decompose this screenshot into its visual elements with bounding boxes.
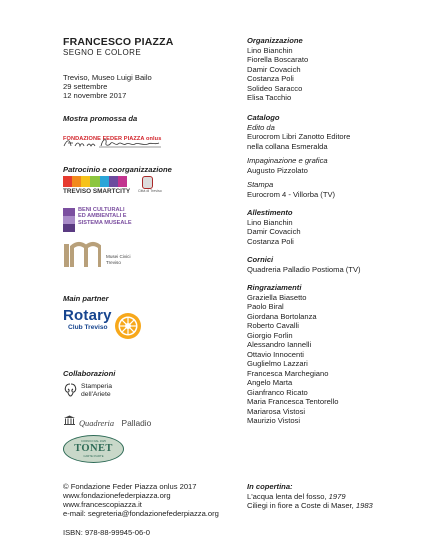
tonet-top-label: CORNICI DAL 1925 xyxy=(81,439,106,443)
quadreria-word: Quadreria xyxy=(79,419,115,428)
stampa-name: Eurocrom 4 - Villorba (TV) xyxy=(247,189,336,199)
citta-treviso-crest-icon xyxy=(142,176,153,189)
promoted-heading: Mostra promossa da xyxy=(63,114,138,123)
thanks-name: Maria Francesca Tentorello xyxy=(247,397,339,406)
exhibition-place: Treviso, Museo Luigi Bailo xyxy=(63,73,152,82)
signature-icon xyxy=(63,137,163,149)
impaginazione-name: Augusto Pizzolato xyxy=(247,165,308,175)
treviso-smartcity-logo: TREVISO SMARTCITY xyxy=(63,188,131,195)
allestimento-name: Lino Bianchin xyxy=(247,217,293,227)
thanks-name: Giordana Bortolanza xyxy=(247,311,317,321)
org-name: Solideo Saracco xyxy=(247,83,303,93)
citta-treviso-label: Città di Treviso xyxy=(138,189,162,193)
quadreria-emblem-icon xyxy=(63,412,76,422)
tonet-wordmark: TONET xyxy=(74,443,113,454)
tonet-logo xyxy=(63,435,124,463)
thanks-name: Francesca Marchegiano xyxy=(247,368,329,378)
copertina-title-2: Ciliegi in fiore a Coste di Maser, xyxy=(247,501,356,510)
signature-image xyxy=(63,136,163,148)
copertina-line-1 xyxy=(247,492,346,502)
ringraziamenti-heading: Ringraziamenti xyxy=(247,283,302,292)
website-2[interactable]: www.francescopiazza.it xyxy=(63,500,142,509)
exhibition-title: FRANCESCO PIAZZA xyxy=(63,36,174,48)
cornici-value: Quadreria Palladio Postioma (TV) xyxy=(247,264,361,274)
musei-civici-logo-icon xyxy=(63,241,101,268)
stamperia-line-2: dell'Ariete xyxy=(81,391,111,398)
musei-civici-text xyxy=(106,254,131,265)
cornici-heading: Cornici xyxy=(247,255,274,264)
impaginazione-label: Impaginazione e grafica xyxy=(247,156,328,165)
editor-name: Eurocrom Libri Zanotto Editore xyxy=(247,132,351,141)
allestimento-name: Costanza Poli xyxy=(247,236,294,246)
catalogo-heading: Catalogo xyxy=(247,113,280,122)
thanks-name: Gianfranco Ricato xyxy=(247,387,308,397)
organizzazione-heading: Organizzazione xyxy=(247,36,303,45)
stamperia-line-1: Stamperia xyxy=(81,383,112,390)
beni-line-3: SISTEMA MUSEALE xyxy=(78,219,132,226)
stamperia-text xyxy=(81,383,112,399)
org-name: Elisa Tacchio xyxy=(247,93,292,102)
allestimento-name: Damir Covacich xyxy=(247,227,301,236)
thanks-name: Alessandro Iannelli xyxy=(247,340,312,349)
stampa-label: Stampa xyxy=(247,180,274,189)
org-name: Damir Covacich xyxy=(247,64,301,74)
palladio-word: Palladio xyxy=(121,418,152,428)
allestimento-heading: Allestimento xyxy=(247,208,293,217)
exhibition-date-to: 12 novembre 2017 xyxy=(63,91,127,100)
website-1[interactable]: www.fondazionefederpiazza.org xyxy=(63,491,171,500)
rotary-wheel-icon xyxy=(113,311,143,341)
quadreria-palladio-logo xyxy=(79,413,151,431)
beni-culturali-emblem-icon xyxy=(63,208,75,232)
collana-name: nella collana Esmeralda xyxy=(247,141,328,151)
thanks-name: Guglielmo Lazzari xyxy=(247,359,308,368)
copertina-line-2 xyxy=(247,501,373,511)
beni-culturali-text xyxy=(78,207,132,226)
copertina-heading: In copertina: xyxy=(247,482,293,491)
thanks-name: Roberto Cavalli xyxy=(247,321,299,330)
org-name: Costanza Poli xyxy=(247,74,294,83)
org-name: Lino Bianchin xyxy=(247,45,293,55)
copertina-title-1: L'acqua lenta del fosso, xyxy=(247,491,329,501)
isbn-line: ISBN: 978-88-99945-06-0 xyxy=(63,528,150,537)
thanks-name: Graziella Biasetto xyxy=(247,292,307,302)
rotary-wordmark: Rotary xyxy=(63,307,112,324)
collab-heading: Collaborazioni xyxy=(63,369,116,378)
thanks-name: Mariarosa Vistosi xyxy=(247,406,306,416)
copertina-year-2: 1983 xyxy=(355,501,373,510)
copyright-line: © Fondazione Feder Piazza onlus 2017 xyxy=(63,482,197,491)
thanks-name: Maurizio Vistosi xyxy=(247,416,301,425)
stamperia-ram-icon xyxy=(63,382,78,400)
beni-line-1: BENI CULTURALI xyxy=(78,207,125,213)
musei-line-1: Musei Civici xyxy=(106,254,131,259)
exhibition-date-from: 29 settembre xyxy=(63,82,108,91)
thanks-name: Angelo Marta xyxy=(247,378,293,387)
org-name: Fiorella Boscarato xyxy=(247,55,309,64)
partner-heading: Main partner xyxy=(63,294,109,303)
email-line[interactable]: e-mail: segreteria@fondazionefederpiazza.org xyxy=(63,509,219,518)
fondazione-logo-text: FONDAZIONE FEDER PIAZZA onlus xyxy=(63,136,162,142)
patronage-heading: Patrocinio e coorganizzazione xyxy=(63,165,172,174)
edito-label: Edito da xyxy=(247,122,275,132)
thanks-name: Paolo Biral xyxy=(247,302,284,311)
fondazione-logo xyxy=(63,127,163,142)
exhibition-subtitle: SEGNO E COLORE xyxy=(63,48,142,57)
treviso-smartcity-colorbar xyxy=(63,176,127,187)
rotary-club-label: Club Treviso xyxy=(68,324,108,331)
copertina-year-1: 1979 xyxy=(328,491,346,501)
thanks-name: Ottavio Innocenti xyxy=(247,349,304,359)
tonet-bottom-label: CARTE D'ARTE xyxy=(83,454,104,458)
musei-line-2: Treviso xyxy=(106,259,121,265)
beni-line-2: ED AMBIENTALI E xyxy=(78,213,127,220)
thanks-name: Giorgio Forlin xyxy=(247,330,293,340)
